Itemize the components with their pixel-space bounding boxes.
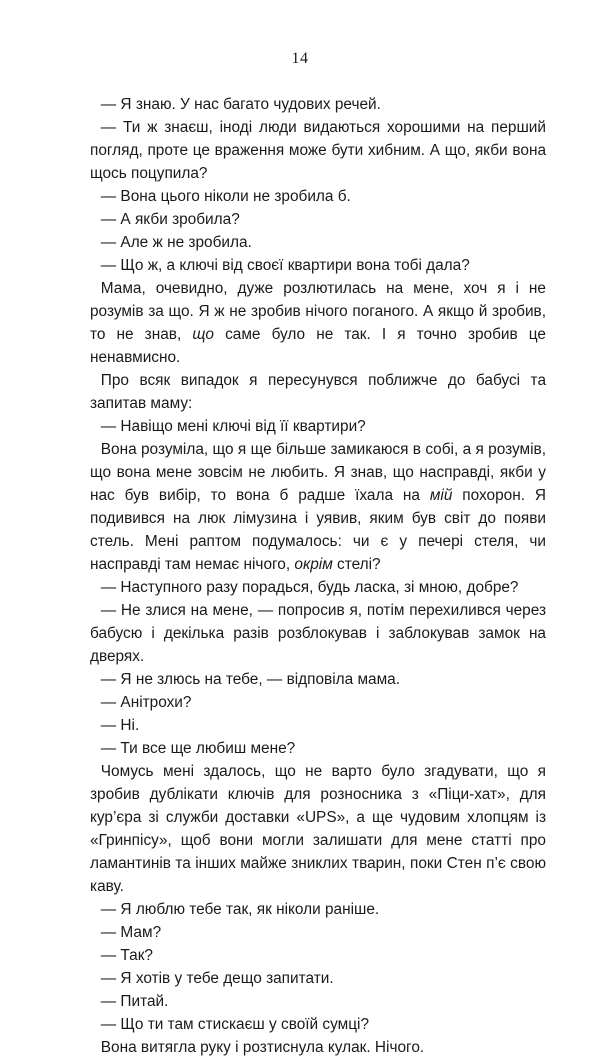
- text-run: стелі?: [332, 556, 381, 573]
- text-run: Мама, очевидно, дуже розлютилась на мене, хоч я і не розумів за що. Я ж не зробив нічого поганого. А якщо й зробив, то не знав,: [90, 280, 546, 343]
- paragraph: — Вона цього ніколи не зробила б.: [100, 188, 351, 205]
- paragraph: — Питай.: [100, 993, 169, 1010]
- paragraph: — Я люблю тебе так, як ніколи раніше.: [100, 901, 380, 918]
- paragraph: — Що ж, а ключі від своєї квартири вона тобі дала?: [100, 257, 470, 274]
- paragraph: — Але ж не зробила.: [100, 234, 252, 251]
- paragraph: — Я знаю. У нас багато чудових речей.: [100, 96, 381, 113]
- paragraph: — Навіщо мені ключі від її квартири?: [100, 418, 366, 435]
- emphasis-text: окрім: [294, 556, 333, 573]
- paragraph: [90, 277, 546, 369]
- paragraph: — Анітрохи?: [100, 694, 192, 711]
- paragraph: — Ти ж знаєш, іноді люди видаються хорошими на перший погляд, проте це враження може бути хибним. А що, якби вона щось поцупила?: [90, 119, 546, 182]
- paragraph: Чомусь мені здалось, що не варто було згадувати, що я зробив дублікати ключів для розносника з «Піци-хат», для кур’єра зі служби доставки «UPS», а ще чудовим хлопцям із «Гринпісу», щоб вони могли залишати для мене статті про ламантинів та інших майже зниклих тварин, поки Стен п’є свою каву.: [90, 763, 546, 895]
- emphasis-text: що: [192, 326, 214, 343]
- paragraph: — А якби зробила?: [100, 211, 240, 228]
- paragraph: Вона витягла руку і розтиснула кулак. Нічого.: [100, 1039, 425, 1056]
- paragraph: — Ні.: [100, 717, 140, 734]
- paragraph: — Не злися на мене, — попросив я, потім перехилився через бабусю і декілька разів розблокував і заблокував замок на дверях.: [90, 602, 546, 665]
- paragraph: — Так?: [100, 947, 153, 964]
- paragraph: [90, 438, 546, 576]
- page-number: 14: [291, 50, 309, 67]
- text-run: похорон. Я подивився на люк лімузина і уявив, яким був світ до появи стель. Мені раптом подумалось: чи є у печері стеля, чи насправді там немає нічого,: [90, 487, 546, 573]
- paragraph: — Я хотів у тебе дещо запитати.: [100, 970, 334, 987]
- book-text: [90, 93, 546, 1059]
- paragraph: — Мам?: [100, 924, 162, 941]
- paragraph: — Я не злюсь на тебе, — відповіла мама.: [100, 671, 401, 688]
- paragraph: — Наступного разу порадься, будь ласка, зі мною, добре?: [100, 579, 519, 596]
- text-run: саме було не так. І я точно зробив це ненавмисно.: [90, 326, 546, 366]
- paragraph: Про всяк випадок я пересунувся поближче до бабусі та запитав маму:: [90, 372, 546, 412]
- paragraph: — Що ти там стискаєш у своїй сумці?: [100, 1016, 370, 1033]
- text-run: Вона розуміла, що я ще більше замикаюся в собі, а я розумів, що вона мене зовсім не любить. Я знав, що насправді, якби у нас був вибір, то вона б радше їхала на: [90, 441, 546, 504]
- emphasis-text: мій: [429, 487, 453, 504]
- paragraph: — Ти все ще любиш мене?: [100, 740, 296, 757]
